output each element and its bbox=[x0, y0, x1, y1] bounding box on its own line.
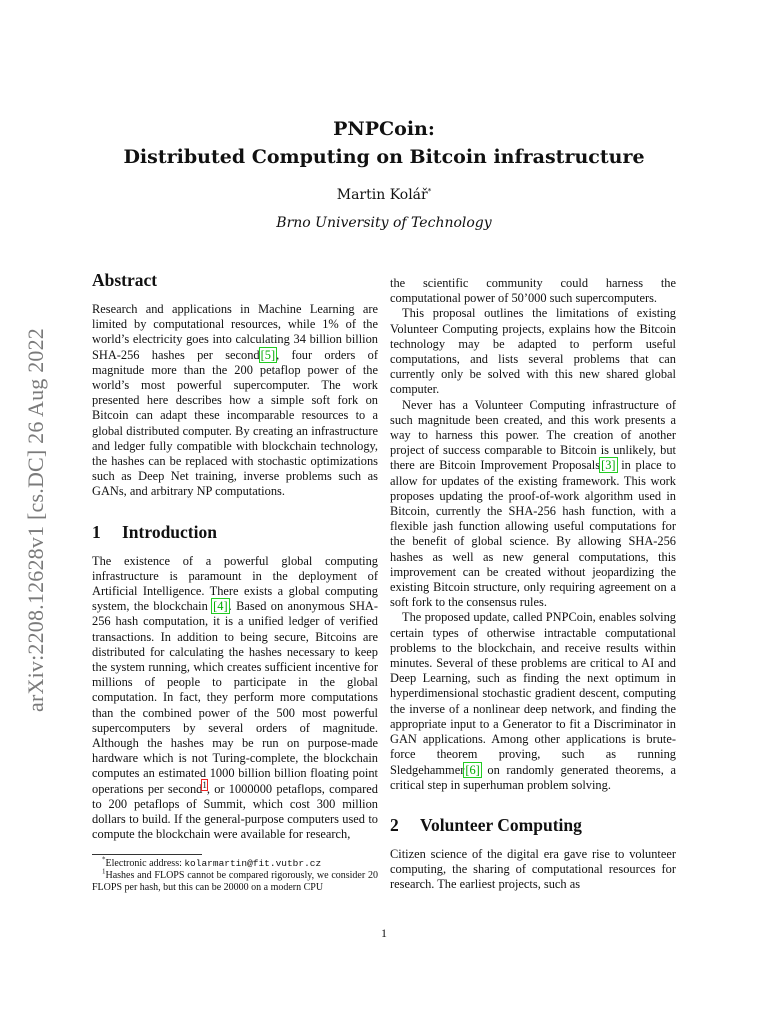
email-link[interactable]: kolarmartin@fit.vutbr.cz bbox=[184, 858, 322, 869]
citation-link-4[interactable]: [4] bbox=[213, 599, 228, 614]
intro-paragraph-1-continued: the scientific community could harness the computational power of 50’000 such supercomputers. bbox=[390, 276, 676, 306]
volunteer-heading bbox=[390, 815, 676, 835]
citation-link-6[interactable]: [6] bbox=[465, 762, 480, 777]
intro-number: 1 bbox=[92, 521, 101, 542]
abstract-heading: Abstract bbox=[92, 270, 158, 290]
citation-link-5[interactable]: [5] bbox=[260, 347, 276, 362]
intro-title: Introduction bbox=[122, 521, 217, 542]
intro-paragraph-3: Never has a Volunteer Computing infrastructure of such magnitude been created, and this work presents a way to harness this power. The creation of another project of success comparable to Bitcoin is unlikely, but there are Bitcoin Improvement Proposals[3] in place to allow for updates of the existing framework. This work proposes updating the proof-of-work algorithm used in Bitcoin, currently the SHA-256 hash function, with a flexible jash function allowing useful computations for the benefit of global science. By allowing SHA-256 hashes as well as new general computations, this improvement can be created without jeopardizing the existing Bitcoin structure, only requiring agreement on a soft fork to the consensus rules. bbox=[390, 397, 676, 610]
footnotes bbox=[92, 854, 378, 894]
footnote-email: *Electronic address: kolarmartin@fit.vutbr.cz bbox=[102, 855, 322, 869]
volunteer-paragraph: Citizen science of the digital era gave rise to volunteer computing, the sharing of computational resources for research. The earliest projects, such as bbox=[390, 846, 676, 892]
arxiv-stamp: arXiv:2208.12628v1 [cs.DC] 26 Aug 2022 bbox=[23, 327, 48, 713]
intro-heading bbox=[92, 522, 378, 542]
footnote-ref-1[interactable]: 1 bbox=[202, 779, 207, 790]
right-column bbox=[390, 276, 676, 893]
page-number: 1 bbox=[381, 926, 387, 940]
footnote-rule bbox=[92, 854, 202, 855]
author bbox=[0, 187, 768, 203]
abstract-paragraph: Research and applications in Machine Learning are limited by computational resources, while 1% of the world’s electricity goes into calculating 34 billion billion SHA-256 hashes per second[5], four orders of magnitude more than the 200 petaflop power of the world’s most powerful supercomputer. The work presented here describes how a simple soft fork on Bitcoin can adapt these incomparable resources to a global distributed computer. By creating an infrastructure and ledger fully compatible with blockchain technology, the hashes can be replaced with stochastic optimizations such as Deep Net training, inverse problems such as GANs, and arbitrary NP computations. bbox=[92, 302, 378, 499]
author-footnote-mark: * bbox=[427, 187, 432, 196]
intro-paragraph-1: The existence of a powerful global computing infrastructure is paramount in the deployment of Artificial Intelligence. There exists a global computing system, the blockchain [4]. Based on anonymous SHA-256 hash computation, it is a unified ledger of verified transactions. In addition to being secure, Bitcoins are distributed for calculating the hashes necessary to keep the system running, which creates sufficient incentive for millions of people to participate in the global computation. In fact, they perform more computations than the combined power of the 500 most powerful supercomputers by several orders of magnitude. Although the hashes may be run on purpose-made hardware which is not Turing-complete, the blockchain computes an estimated 1000 billion billion floating point operations per second$^1$, or 1000000 petaflops, compared to 200 petaflops of Summit, which cost 300 million dollars to build. If the general-purpose computers used to compute the blockchain were available for research, bbox=[92, 553, 378, 842]
volunteer-number: 2 bbox=[390, 814, 399, 835]
citation-link-3[interactable]: [3] bbox=[601, 458, 616, 473]
left-column bbox=[92, 270, 378, 843]
footnote-1: $^1$Hashes and FLOPS cannot be compared rigorously, we consider 20 FLOPS per hash, but this can be 20000 on a modern CPU bbox=[92, 867, 378, 893]
affiliation: Brno University of Technology bbox=[276, 215, 492, 231]
author-name: Martin Kolář bbox=[336, 187, 428, 203]
title-line-1: PNPCoin: bbox=[333, 118, 435, 140]
volunteer-title: Volunteer Computing bbox=[420, 814, 582, 835]
title-line-2: Distributed Computing on Bitcoin infrastructure bbox=[123, 146, 645, 168]
intro-paragraph-4: The proposed update, called PNPCoin, enables solving certain types of otherwise intractable computational problems to the blockchain, and receive results within minutes. Several of these problems are critical to AI and Deep Learning, such as finding the next optimum in hyperdimensional stochastic gradient descent, computing the inverse of a nonlinear deep network, and finding the appropriate input to a Generator to fit a Discriminator in GAN applications. Among other applications is brute-force theorem proving, such as running Sledgehammer[6] on randomly generated theorems, a critical step in superhuman problem solving. bbox=[390, 610, 676, 792]
intro-paragraph-2: This proposal outlines the limitations of existing Volunteer Computing projects, explains how the Bitcoin technology may be adapted to perform useful computations, and lists several problems that can currently only be solved with this new shared global computer. bbox=[390, 306, 676, 397]
